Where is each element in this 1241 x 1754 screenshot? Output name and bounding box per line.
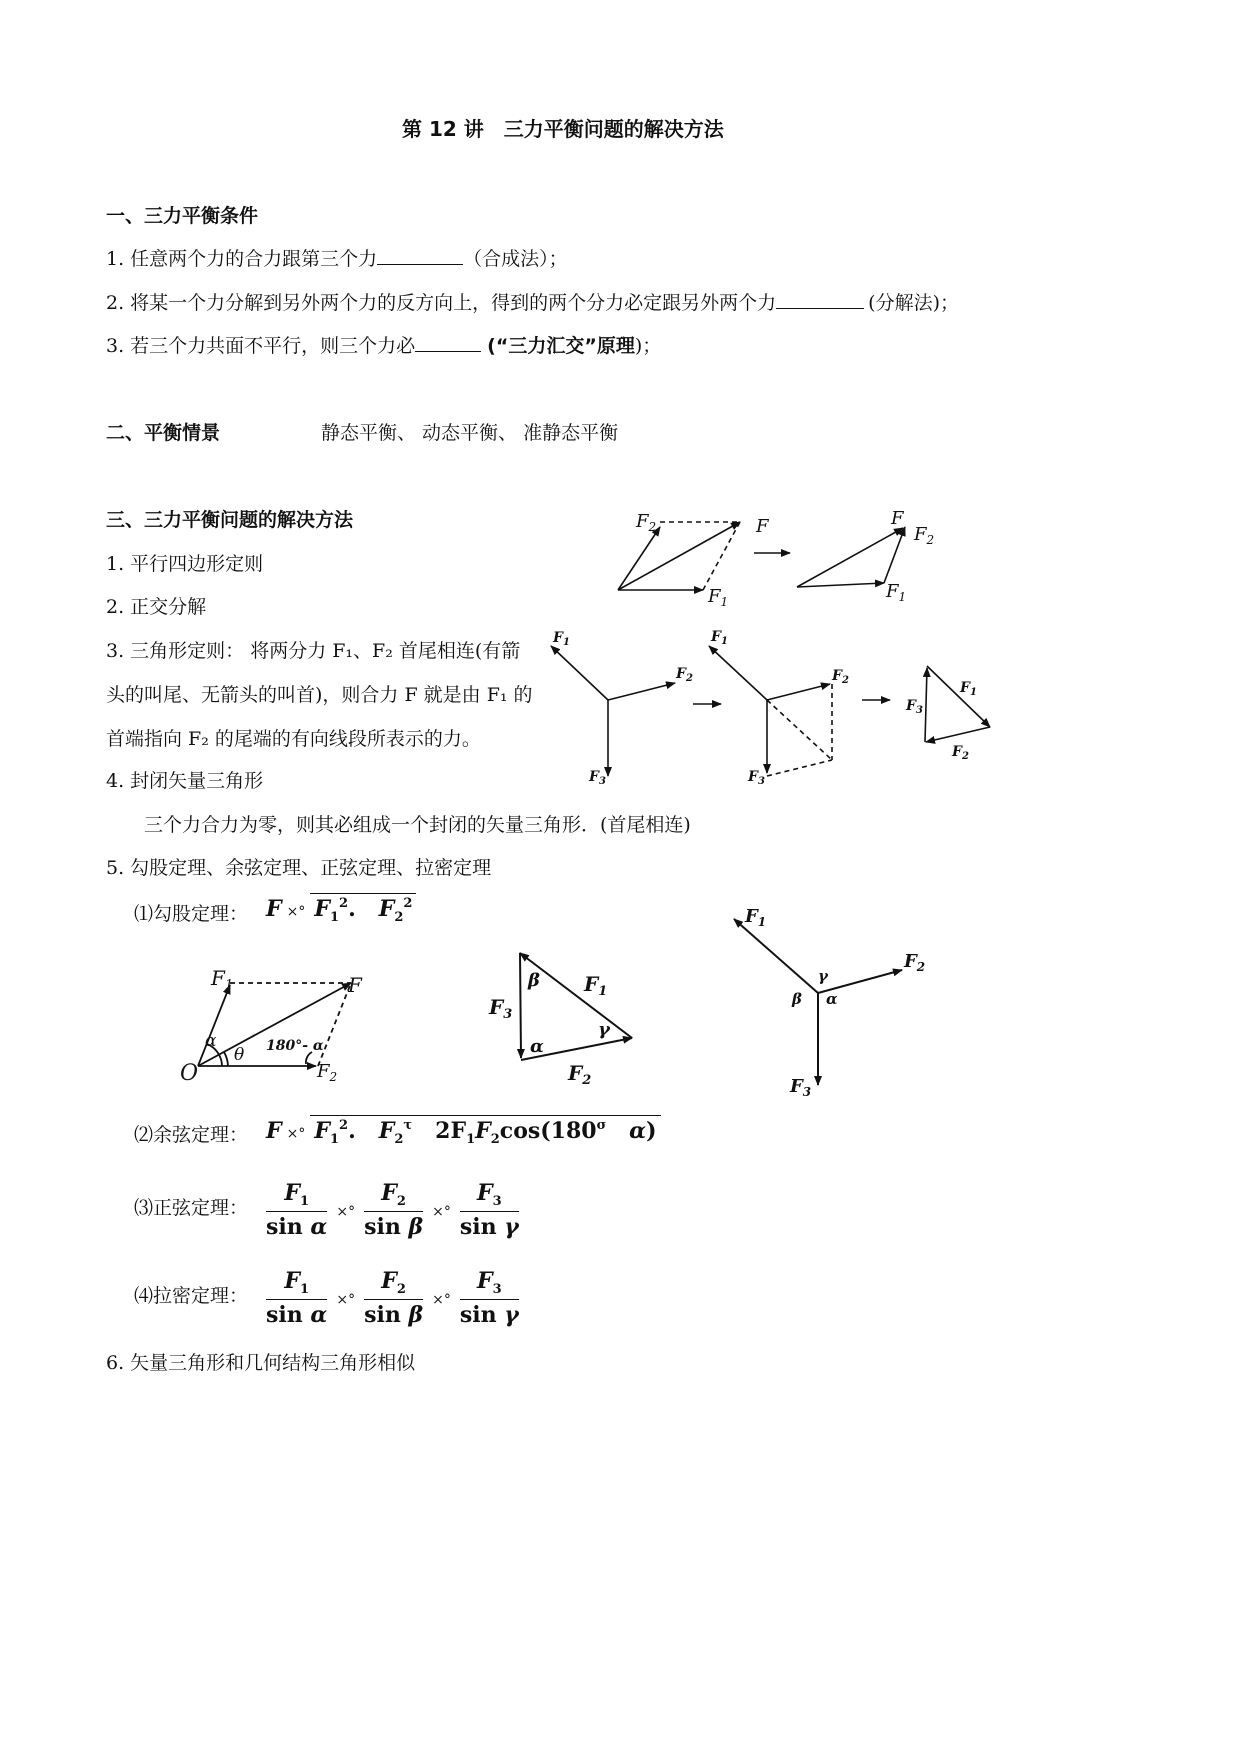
head-to-tail-figure <box>709 646 832 776</box>
label-d-f3: $F_3$ <box>906 698 923 716</box>
b-f1 <box>551 646 608 700</box>
item3-text: 3. 若三个力共面不平行，则三个力必 <box>106 335 416 357</box>
section3-item4-desc: 三个力合力为零，则其必组成一个封闭的矢量三角形．(首尾相连) <box>144 814 691 836</box>
label-b-f3: $F_3$ <box>589 769 606 787</box>
label-g-f3: $F_3$ <box>489 995 513 1022</box>
closed-triangle-figure <box>925 666 990 742</box>
label-f1: $F_1$ <box>708 586 729 609</box>
label-h-gamma: γ <box>818 967 828 985</box>
section3-item1: 1. 平行四边形定则 <box>106 553 264 575</box>
section2-heading: 二、平衡情景 <box>106 422 221 444</box>
label-g-beta: β <box>528 970 540 991</box>
f2-arrow <box>618 527 660 590</box>
label-b-f2: $F_2$ <box>676 666 693 684</box>
label-tri-f2: $F_2$ <box>914 524 935 547</box>
label-alpha: α <box>205 1031 217 1051</box>
label-g-f2: $F_2$ <box>568 1061 592 1088</box>
label-h-beta: β <box>792 990 802 1008</box>
label-tri-f: F <box>891 508 904 529</box>
label-d-f2: $F_2$ <box>952 744 969 762</box>
label-b-f1: $F_1$ <box>553 630 570 648</box>
section3-item6: 6. 矢量三角形和几何结构三角形相似 <box>106 1352 416 1374</box>
item1-suffix: （合成法）； <box>463 248 568 270</box>
label-h-f2: $F_2$ <box>904 951 926 974</box>
label-g-f1: $F_1$ <box>584 972 608 999</box>
item1-text: 1. 任意两个力的合力跟第三个力 <box>106 248 378 270</box>
section3-item3-line1: 3. 三角形定则： 将两分力 F₁、F₂ 首尾相连(有箭 <box>106 640 521 662</box>
g-f1 <box>520 953 632 1038</box>
cosine-formula: F ×° $F_1^2$. $F_2^\tau$ $2F_1F_2\cos(180^\sigma$ α) <box>266 1118 661 1147</box>
item2-suffix: (分解法)； <box>868 292 959 314</box>
parallelogram-figure <box>618 522 740 590</box>
section3-item3-line2: 头的叫尾、无箭头的叫首)，则合力 F 就是由 F₁ 的 <box>106 684 533 706</box>
item2-text: 2. 将某一个力分解到另外两个力的反方向上，得到的两个分力必定跟另外两个力 <box>106 292 777 314</box>
d-f3 <box>925 668 927 742</box>
item3-principle: (“三力汇交”原理 <box>487 335 635 357</box>
lami-forces-figure <box>734 919 902 1085</box>
three-forces-figure <box>551 646 675 776</box>
angle-theta-arc <box>224 1052 228 1066</box>
label-d-f1: $F_1$ <box>960 680 977 698</box>
label-g-gamma: γ <box>598 1019 610 1040</box>
sine-formula: $\frac{F_1}{\text{sin α}}$ ×° $\frac{F_2}{\text{sin β}}$ ×° $\frac{F_3}{\text{sin γ}}$ <box>266 1180 519 1240</box>
section3-item5: 5. 勾股定理、余弦定理、正弦定理、拉密定理 <box>106 857 492 879</box>
c-f1 <box>709 646 767 700</box>
sub-sine-label: ⑶正弦定理： <box>134 1197 249 1219</box>
label-h-f3: $F_3$ <box>790 1076 812 1099</box>
c-f2 <box>767 684 830 700</box>
label-e-f: F <box>348 973 362 997</box>
item3-suffix: )； <box>634 335 662 357</box>
tri-f <box>797 528 903 587</box>
h-f1 <box>734 919 818 993</box>
sqrt-group-cos: $F_1^2$. $F_2^\tau$ $2F_1F_2\cos(180^\sigma$ α) <box>310 1115 660 1144</box>
tri-f1 <box>797 583 884 587</box>
section1-heading: 一、三力平衡条件 <box>106 205 259 227</box>
tri-f2 <box>884 527 905 583</box>
label-h-alpha: α <box>826 990 838 1008</box>
sqrt-group: $F_1^2$. $F_2^2$ <box>310 893 416 922</box>
g-f3 <box>520 953 521 1058</box>
section3-item3-line3: 首端指向 F₂ 的尾端的有向线段所表示的力。 <box>106 728 481 750</box>
label-e-f2: $F_2$ <box>317 1061 338 1084</box>
label-origin: O <box>180 1061 199 1086</box>
label-e-f1: $F_1$ <box>211 966 234 993</box>
triangle-figure <box>797 527 905 587</box>
d-f1 <box>927 666 990 727</box>
label-h-f1: $F_1$ <box>745 906 767 929</box>
section3-item4: 4. 封闭矢量三角形 <box>106 770 264 792</box>
label-tri-f1: $F_1$ <box>886 581 907 604</box>
sub-cosine-label: ⑵余弦定理： <box>134 1124 249 1146</box>
d-f2 <box>926 727 990 742</box>
lami-formula: $\frac{F_1}{\text{sin α}}$ ×° $\frac{F_2}{\text{sin β}}$ ×° $\frac{F_3}{\text{sin γ}}$ <box>266 1268 519 1328</box>
b-f2 <box>608 683 675 700</box>
sub-lami-label: ⑷拉密定理： <box>134 1285 249 1307</box>
section3-item2: 2. 正交分解 <box>106 596 207 618</box>
page-title: 第 12 讲 三力平衡问题的解决方法 <box>402 117 724 141</box>
label-f: F <box>756 516 769 537</box>
label-g-alpha: α <box>530 1036 544 1057</box>
section2-items: 静态平衡、 动态平衡、 准静态平衡 <box>321 422 619 444</box>
section3-heading: 三、三力平衡问题的解决方法 <box>106 509 354 531</box>
label-c-f3: $F_3$ <box>748 769 765 787</box>
c-dash-diagonal <box>767 700 832 760</box>
sub-pythagorean-label: ⑴勾股定理： <box>134 903 249 925</box>
label-c-f2: $F_2$ <box>832 668 849 686</box>
label-theta: θ <box>234 1045 245 1065</box>
label-c-f1: $F_1$ <box>711 629 728 647</box>
label-angle-180: 180°- α <box>266 1038 324 1054</box>
pythagorean-formula: F ×° $F_1^2$. $F_2^2$ <box>266 896 416 925</box>
label-f2: $F_2$ <box>636 511 657 534</box>
c-dash-bottom <box>767 760 832 776</box>
